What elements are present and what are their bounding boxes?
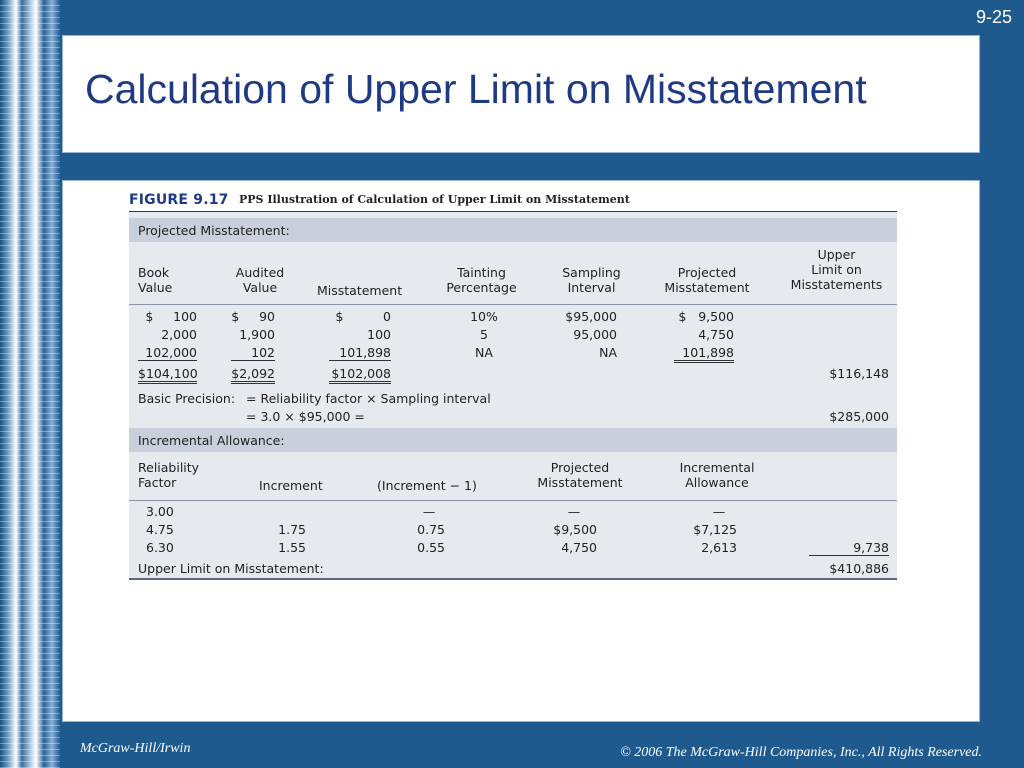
header-text: Misstatement — [664, 280, 750, 295]
header-text: Tainting — [457, 265, 506, 280]
figure — [129, 186, 897, 579]
content-panel — [62, 180, 980, 722]
cell-increment: 1.55 — [278, 540, 306, 555]
footer-copyright: © 2006 The McGraw-Hill Companies, Inc., All Rights Reserved. — [620, 745, 982, 760]
cell-increment: 1.75 — [278, 522, 306, 537]
basic-precision-value: $285,000 — [829, 409, 889, 424]
cell-audited: $ 90 — [231, 309, 275, 324]
cell-audited: 102 — [231, 345, 275, 361]
header-text: Interval — [567, 280, 616, 295]
total-book: $104,100 — [138, 366, 197, 384]
table-bottom-rule — [129, 578, 897, 580]
header-text: Audited — [235, 265, 285, 280]
cell-interval: NA — [599, 345, 617, 360]
cell-allowance: — — [712, 504, 726, 519]
col-misstatement: Misstatement — [317, 283, 403, 298]
section-heading-projected — [129, 218, 897, 242]
cell-minus: — — [422, 504, 436, 519]
total-upper-limit: $116,148 — [829, 366, 889, 381]
cell-allowance: 2,613 — [701, 540, 737, 555]
cell-allowance: $7,125 — [693, 522, 737, 537]
cell-interval: $95,000 — [565, 309, 617, 324]
cell-minus: 0.75 — [417, 522, 445, 537]
col-incremental-allowance — [667, 460, 767, 490]
basic-precision-calc: = 3.0 × $95,000 = — [246, 409, 365, 424]
slide-title: Calculation of Upper Limit on Misstatement — [85, 66, 867, 112]
decorative-stripes — [0, 0, 60, 768]
section-heading-text: Projected Misstatement: — [138, 223, 290, 238]
col-audited-value — [225, 265, 295, 295]
header-text: Misstatement — [537, 475, 623, 490]
cell-book: 102,000 — [138, 345, 197, 361]
cell-misstatement: 101,898 — [329, 345, 391, 361]
cell-misstatement: $ 0 — [335, 309, 391, 324]
section-heading-text: Incremental Allowance: — [138, 433, 285, 448]
cell-book: $ 100 — [145, 309, 197, 324]
upper-limit-label: Upper Limit on Misstatement: — [138, 561, 324, 576]
cell-audited: 1,900 — [239, 327, 275, 342]
basic-precision-label: Basic Precision: — [138, 391, 236, 406]
cell-factor: 6.30 — [146, 540, 174, 555]
title-panel — [62, 35, 980, 153]
col-projected — [657, 265, 757, 295]
cell-projected: — — [567, 504, 581, 519]
slide-number: 9-25 — [975, 7, 1012, 27]
col-sampling-interval — [549, 265, 634, 295]
figure-header — [129, 186, 897, 212]
header-divider — [129, 500, 897, 501]
cell-factor: 4.75 — [146, 522, 174, 537]
col-tainting — [439, 265, 524, 295]
cell-projected: 101,898 — [674, 345, 734, 363]
cell-allowance-sum: 9,738 — [809, 540, 889, 556]
cell-tainting: 5 — [480, 327, 488, 342]
total-misstatement: $102,008 — [329, 366, 391, 384]
cell-tainting: 10% — [470, 309, 498, 324]
header-text: Projected — [677, 265, 737, 280]
header-text: Misstatements — [790, 277, 883, 292]
cell-minus: 0.55 — [417, 540, 445, 555]
header-text: Book — [138, 265, 170, 280]
header-divider — [129, 304, 897, 305]
basic-precision-formula: = Reliability factor × Sampling interval — [246, 391, 491, 406]
col-upper-limit — [784, 247, 889, 292]
header-text: Incremental — [679, 460, 755, 475]
cell-misstatement: 100 — [367, 327, 391, 342]
cell-projected: 4,750 — [698, 327, 734, 342]
header-text: Percentage — [446, 280, 517, 295]
header-text: Upper — [817, 247, 856, 262]
col-book-value — [138, 265, 172, 295]
col-projected-misstatement — [527, 460, 633, 490]
header-text: Value — [138, 280, 173, 295]
cell-book: 2,000 — [161, 327, 197, 342]
header-text: Reliability — [138, 460, 200, 475]
header-text: Factor — [138, 475, 177, 490]
upper-limit-value: $410,886 — [829, 561, 889, 576]
header-text: Sampling — [562, 265, 621, 280]
col-reliability-factor — [138, 460, 199, 490]
header-text: Allowance — [685, 475, 749, 490]
cell-projected: $9,500 — [553, 522, 597, 537]
cell-factor: 3.00 — [146, 504, 174, 519]
col-increment-minus: (Increment − 1) — [377, 478, 477, 493]
header-text: Projected — [550, 460, 610, 475]
section-heading-incremental — [129, 428, 897, 452]
header-text: Limit on — [811, 262, 862, 277]
cell-tainting: NA — [475, 345, 493, 360]
footer-publisher: McGraw-Hill/Irwin — [80, 741, 191, 756]
cell-projected: $ 9,500 — [678, 309, 734, 324]
total-audited: $2,092 — [231, 366, 275, 384]
header-text: Value — [242, 280, 278, 295]
cell-interval: 95,000 — [573, 327, 617, 342]
misstatement-table — [129, 212, 897, 579]
cell-projected: 4,750 — [561, 540, 597, 555]
col-increment: Increment — [259, 478, 323, 493]
figure-label: FIGURE 9.17 — [129, 192, 229, 208]
figure-title: PPS Illustration of Calculation of Upper Limit on Misstatement — [239, 193, 630, 206]
